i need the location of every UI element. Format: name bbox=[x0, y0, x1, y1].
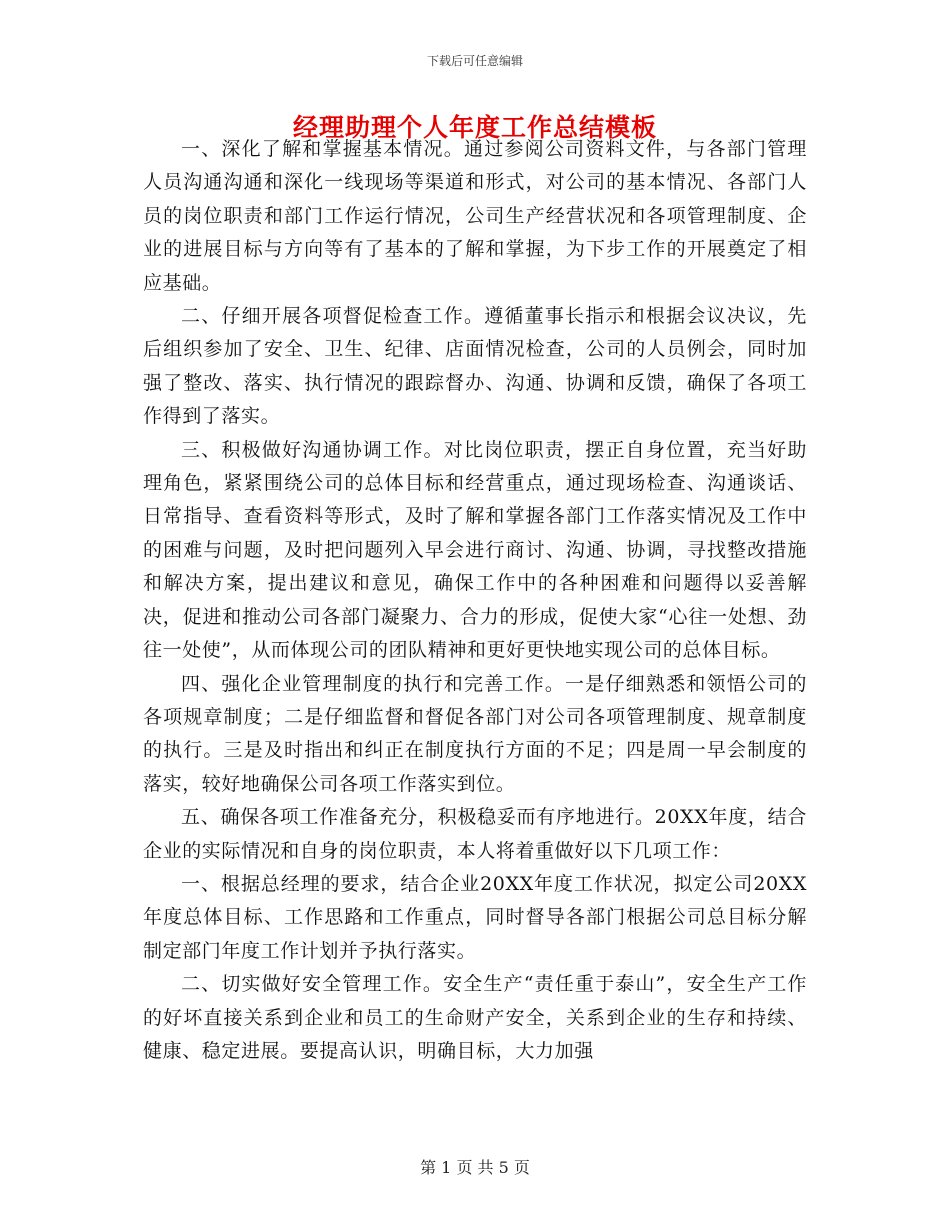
paragraph-1: 一、深化了解和掌握基本情况。通过参阅公司资料文件，与各部门管理人员沟通沟通和深化一线现场等渠道和形式，对公司的基本情况、各部门人员的岗位职责和部门工作运行情况，公司生产经营状况和各项管理制度、企业的进展目标与方向等有了基本的了解和掌握，为下步工作的开展奠定了相应基础。 bbox=[143, 138, 807, 294]
paragraph-5: 五、确保各项工作准备充分，积极稳妥而有序地进行。20XX年度，结合企业的实际情况和自身的岗位职责，本人将着重做好以下几项工作： bbox=[143, 806, 807, 862]
document-title: 经理助理个人年度工作总结模板 bbox=[292, 113, 657, 142]
paragraph-4: 四、强化企业管理制度的执行和完善工作。一是仔细熟悉和领悟公司的各项规章制度；二是仔细监督和督促各部门对公司各项管理制度、规章制度的执行。三是及时指出和纠正在制度执行方面的不足；四是周一早会制度的落实，较好地确保公司各项工作落实到位。 bbox=[143, 672, 807, 795]
paragraph-7: 二、切实做好安全管理工作。安全生产“责任重于泰山”，安全生产工作的好坏直接关系到企业和员工的生命财产安全，关系到企业的生存和持续、健康、稳定进展。要提高认识，明确目标，大力加强 bbox=[143, 973, 807, 1062]
page-header-note: 下载后可任意编辑 bbox=[426, 54, 523, 68]
page-footer-indicator: 第 1 页 共 5 页 bbox=[420, 1158, 530, 1177]
paragraph-3: 三、积极做好沟通协调工作。对比岗位职责，摆正自身位置，充当好助理角色，紧紧围绕公司的总体目标和经营重点，通过现场检查、沟通谈话、日常指导、查看资料等形式，及时了解和掌握各部门工作落实情况及工作中的困难与问题，及时把问题列入早会进行商讨、沟通、协调，寻找整改措施和解决方案，提出建议和意见，确保工作中的各种困难和问题得以妥善解决，促进和推动公司各部门凝聚力、合力的形成，促使大家“心往一处想、劲往一处使”，从而体现公司的团队精神和更好更快地实现公司的总体目标。 bbox=[143, 438, 807, 662]
paragraph-2: 二、仔细开展各项督促检查工作。遵循董事长指示和根据会议决议，先后组织参加了安全、卫生、纪律、店面情况检查，公司的人员例会，同时加强了整改、落实、执行情况的跟踪督办、沟通、协调和反馈，确保了各项工作得到了落实。 bbox=[143, 305, 807, 428]
paragraph-6: 一、根据总经理的要求，结合企业20XX年度工作状况，拟定公司20XX年度总体目标、工作思路和工作重点，同时督导各部门根据公司总目标分解制定部门年度工作计划并予执行落实。 bbox=[143, 872, 807, 962]
document-body bbox=[143, 133, 807, 1068]
